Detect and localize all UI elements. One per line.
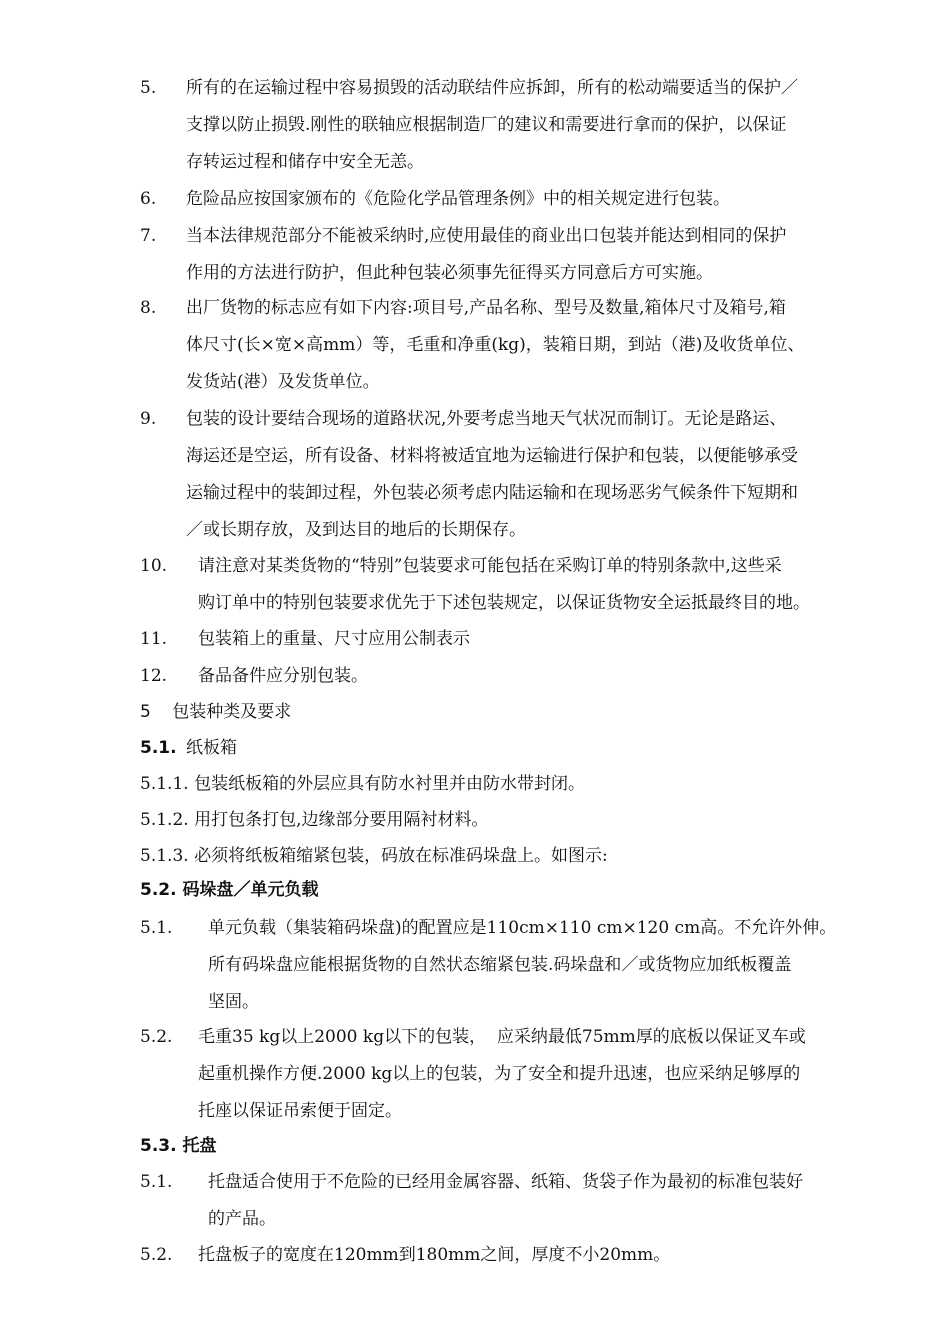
item-number: 12. [140,666,168,686]
subsection-heading: 5.2. 码垛盘／单元负载 [140,880,319,900]
list-item [140,1019,880,1130]
item-text: 单元负载（集装箱码垛盘)的配置应是110cm×110 cm×120 cm高。不允许外伸。 [208,918,837,938]
item-text: 托盘适合使用于不危险的已经用金属容器、纸箱、货袋子作为最初的标准包装好 [208,1172,803,1192]
item-text: 体尺寸(长×宽×高mm）等，毛重和净重(kg)，装箱日期，到站（港)及收货单位、 [186,335,805,355]
list-item [140,548,880,622]
list-item [140,621,880,658]
item-text: 包装箱上的重量、尺寸应用公制表示 [198,629,470,649]
item-text: 当本法律规范部分不能被采纳时,应使用最佳的商业出口包装并能达到相同的保护 [186,226,787,246]
section-title: 包装种类及要求 [172,702,292,722]
section-heading [140,694,291,731]
item-number: 5.2. [140,1245,173,1265]
item-text: 托盘板子的宽度在120mm到180mm之间，厚度不小20mm。 [198,1245,671,1265]
section-number: 5 [140,702,151,722]
item-number: 11. [140,629,168,649]
item-text: 支撑以防止损毁.刚性的联轴应根据制造厂的建议和需要进行拿而的保护，以保证 [186,115,787,135]
item-number: 5.1. [140,1172,173,1192]
item-text: 作用的方法进行防护，但此种包装必须事先征得买方同意后方可实施。 [186,263,713,283]
item-number: 5.2. [140,1027,173,1047]
list-item [140,290,880,401]
item-text: 海运还是空运，所有设备、材料将被适宜地为运输进行保护和包装，以便能够承受 [186,446,798,466]
item-number: 7. [140,226,157,246]
list-item [140,401,880,549]
item-text: 包装的设计要结合现场的道路状况,外要考虑当地天气状况而制订。无论是路运、 [186,409,787,429]
list-item [140,910,880,1021]
item-text: 运输过程中的装卸过程，外包装必须考虑内陆运输和在现场恶劣气候条件下短期和 [186,483,798,503]
item-text: 存转运过程和储存中安全无恙。 [186,152,424,172]
subsection-heading: 5.3. 托盘 [140,1136,217,1156]
subsection-number: 5.1. [140,738,177,758]
list-item [140,1164,880,1238]
item-text: 坚固。 [208,992,259,1012]
list-item: 5.1.3. 必须将纸板箱缩紧包装，码放在标准码垛盘上。如图示: [140,846,608,866]
subsection-title: 纸板箱 [185,738,237,758]
item-number: 9. [140,409,157,429]
list-item: 5.1.1. 包装纸板箱的外层应具有防水衬里并由防水带封闭。 [140,774,586,794]
item-text: ／或长期存放，及到达目的地后的长期保存。 [186,520,526,540]
item-number: 5. [140,78,157,98]
item-number: 10. [140,556,168,576]
item-text: 起重机操作方便.2000 kg以上的包装，为了安全和提升迅速，也应采纳足够厚的 [198,1064,801,1084]
subsection-heading [140,730,237,767]
item-text: 所有的在运输过程中容易损毁的活动联结件应拆卸，所有的松动端要适当的保护／ [186,78,798,98]
list-item [140,70,880,181]
item-number: 6. [140,189,157,209]
item-text: 购订单中的特别包装要求优先于下述包装规定，以保证货物安全运抵最终目的地。 [198,593,810,613]
list-item: 5.1.2. 用打包条打包,边缘部分要用隔衬材料。 [140,810,489,830]
item-text: 所有码垛盘应能根据货物的自然状态缩紧包装.码垛盘和／或货物应加纸板覆盖 [208,955,792,975]
item-text: 请注意对某类货物的“特别”包装要求可能包括在采购订单的特别条款中,这些采 [198,556,782,576]
item-number: 8. [140,298,157,318]
item-text: 出厂货物的标志应有如下内容:项目号,产品名称、型号及数量,箱体尺寸及箱号,箱 [186,298,786,318]
item-text: 的产品。 [208,1209,276,1229]
item-number: 5.1. [140,918,173,938]
item-text: 托座以保证吊索便于固定。 [198,1101,402,1121]
list-item [140,181,880,218]
list-item [140,218,880,292]
item-text: 发货站(港）及发货单位。 [186,372,380,392]
item-text: 备品备件应分别包装。 [198,666,368,686]
item-text: 危险品应按国家颁布的《危险化学品管理条例》中的相关规定进行包装。 [186,189,730,209]
item-text: 毛重35 kg以上2000 kg以下的包装， 应采纳最低75mm厚的底板以保证叉车或 [198,1027,806,1047]
list-item [140,1237,880,1274]
list-item [140,658,880,695]
